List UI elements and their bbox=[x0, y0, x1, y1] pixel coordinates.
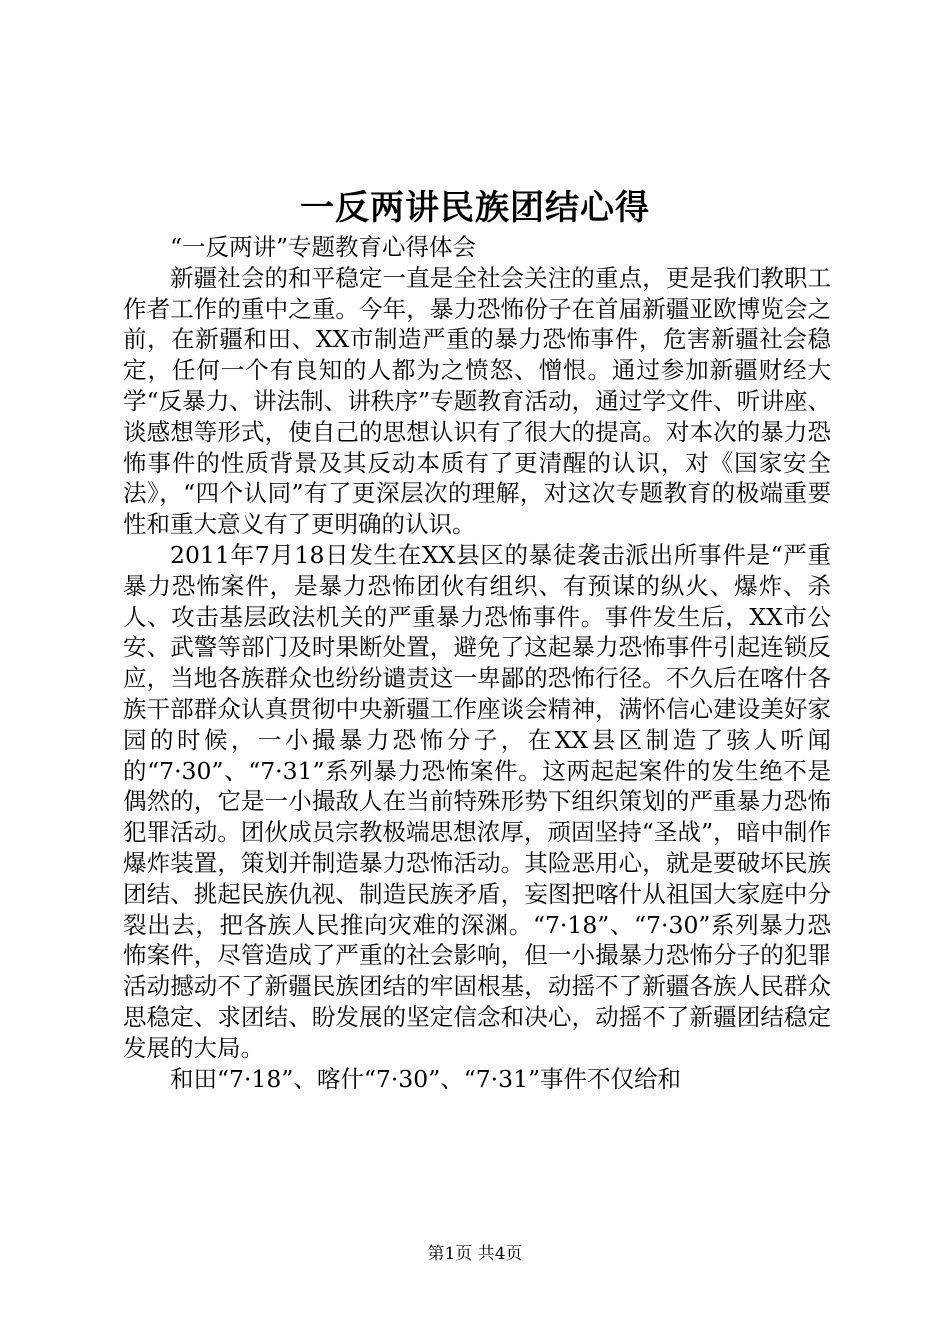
body-paragraph: 和田“7·18”、喀什“7·30”、“7·31”事件不仅给和 bbox=[170, 1064, 682, 1093]
body-paragraph: 新疆社会的和平稳定一直是全社会关注的重点，更是我们教职工作者工作的重中之重。今年，暴力恐怖份子在首届新疆亚欧博览会之前，在新疆和田、XX市制造严重的暴力恐怖事件，危害新疆社会稳定，任何一个有良知的人都为之愤怒、憎恨。通过参加新疆财经大学“反暴力、讲法制、讲秩序”专题教育活动，通过学文件、听讲座、谈感想等形式，使自己的思想认识有了很大的提高。对本次的暴力恐怖事件的性质背景及其反动本质有了更清醒的认识，对《国家安全法》，“四个认同”有了更深层次的理解，对这次专题教育的极端重要性和重大意义有了更明确的认识。 bbox=[123, 263, 831, 539]
document-body bbox=[123, 232, 831, 1094]
body-paragraph: 2011年7月18日发生在XX县区的暴徒袭击派出所事件是“严重暴力恐怖案件，是暴力恐怖团伙有组织、有预谋的纵火、爆炸、杀人、攻击基层政法机关的严重暴力恐怖事件。事件发生后，XX市公安、武警等部门及时果断处置，避免了这起暴力恐怖事件引起连锁反应，当地各族群众也纷纷谴责这一卑鄙的恐怖行径。不久后在喀什各族干部群众认真贯彻中央新疆工作座谈会精神，满怀信心建设美好家园的时候，一小撮暴力恐怖分子，在XX县区制造了骇人听闻的“7·30”、“7·31”系列暴力恐怖案件。这两起起案件的发生绝不是偶然的，它是一小撮敌人在当前特殊形势下组织策划的严重暴力恐怖犯罪活动。团伙成员宗教极端思想浓厚，顽固坚持“圣战”，暗中制作爆炸装置，策划并制造暴力恐怖活动。其险恶用心，就是要破坏民族团结、挑起民族仇视、制造民族矛盾，妄图把喀什从祖国大家庭中分裂出去，把各族人民推向灾难的深渊。“7·18”、“7·30”系列暴力恐怖案件，尽管造成了严重的社会影响，但一小撮暴力恐怖分子的犯罪活动撼动不了新疆民族团结的牢固根基，动摇不了新疆各族人民群众思稳定、求团结、盼发展的坚定信念和决心，动摇不了新疆团结稳定发展的大局。 bbox=[123, 540, 831, 1062]
subtitle-paragraph: “一反两讲”专题教育心得体会 bbox=[170, 233, 477, 261]
page-number-footer: 第1页 共4页 bbox=[427, 1244, 523, 1264]
document-title: 一反两讲民族团结心得 bbox=[300, 188, 650, 228]
